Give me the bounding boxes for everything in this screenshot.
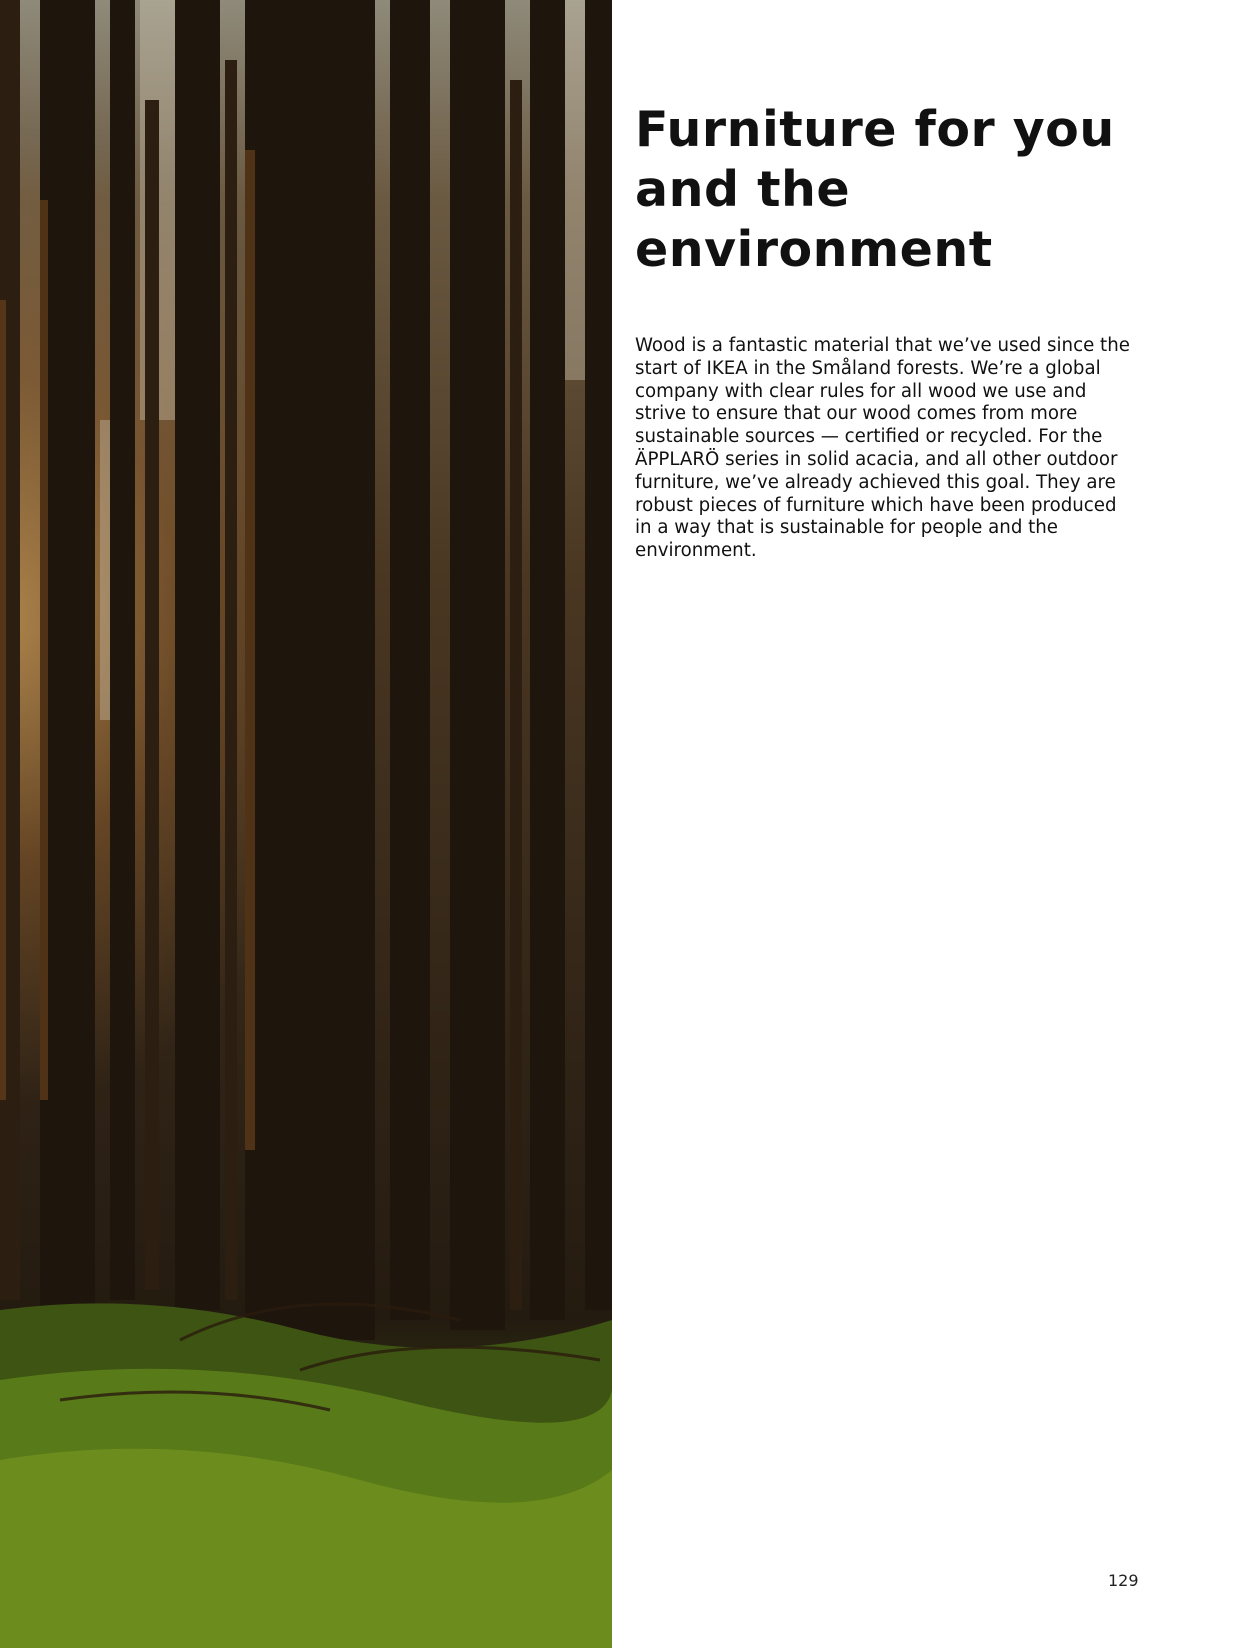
forest-photo (0, 0, 612, 1648)
forest-illustration (0, 0, 612, 1648)
body-paragraph: Wood is a fantastic material that we’ve used since the start of IKEA in the Småland forests. We’re a global company with clear rules for all wood we use and strive to ensure that our wood comes from more sustainable sources — certified or recycled. For the ÄPPLARÖ series in solid acacia, and all other outdoor furniture, we’ve already achieved this goal. They are robust pieces of furniture which have been produced in a way that is sustainable for people and the environment. (635, 335, 1130, 562)
page-number: 129 (1108, 1571, 1139, 1590)
page-title: Furniture for you and the environment (635, 101, 1115, 278)
